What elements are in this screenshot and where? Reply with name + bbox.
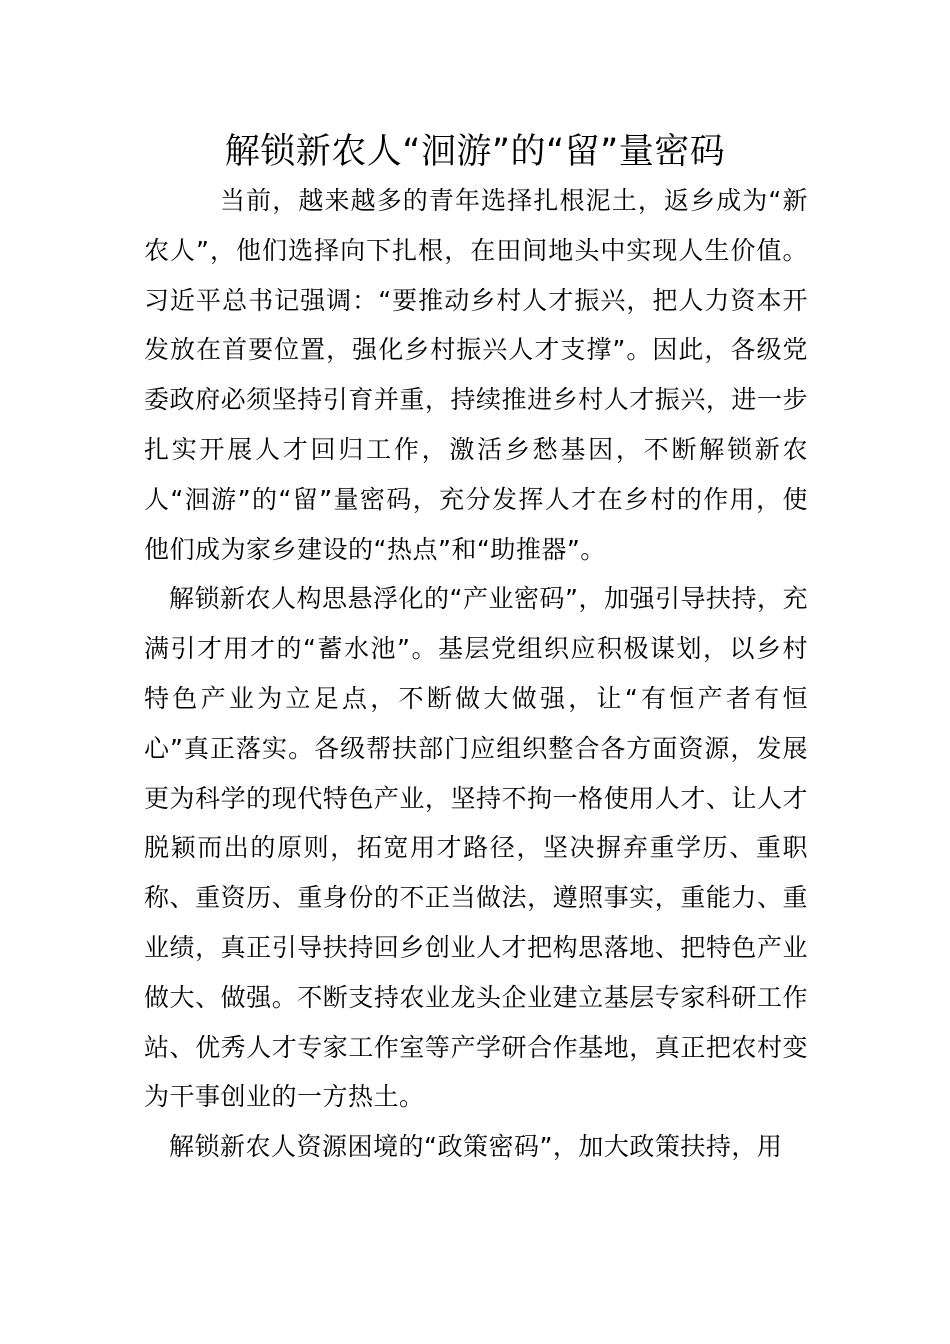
paragraph-intro: 当前，越来越多的青年选择扎根泥土，返乡成为“新农人”，他们选择向下扎根，在田间地头中实现人生价值。习近平总书记强调：“要推动乡村人才振兴，把人力资本开发放在首要位置，强化乡村振兴人才支撑”。因此，各级党委政府必须坚持引育并重，持续推进乡村人才振兴，进一步扎实开展人才回归工作，激活乡愁基因，不断解锁新农人“洄游”的“留”量密码，充分发挥人才在乡村的作用，使他们成为家乡建设的“热点”和“助推器”。 — [144, 186, 808, 564]
paragraph-industry-code: 解锁新农人构思悬浮化的“产业密码”，加强引导扶持，充满引才用才的“蓄水池”。基层党组织应积极谋划，以乡村特色产业为立足点，不断做大做强，让“有恒产者有恒心”真正落实。各级帮扶部门应组织整合各方面资源，发展更为科学的现代特色产业，坚持不拘一格使用人才、让人才脱颖而出的原则，拓宽用才路径，坚决摒弃重学历、重职称、重资历、重身份的不正当做法，遵照事实，重能力、重业绩，真正引导扶持回乡创业人才把构思落地、把特色产业做大、做强。不断支持农业龙头企业建立基层专家科研工作站、优秀人才专家工作室等产学研合作基地，真正把农村变为干事创业的一方热土。 — [144, 584, 808, 1112]
document-body — [144, 176, 808, 1172]
document-title: 解锁新农人“洄游”的“留”量密码 — [224, 132, 726, 172]
paragraph-policy-code: 解锁新农人资源困境的“政策密码”，加大政策扶持，用 — [169, 1132, 783, 1162]
